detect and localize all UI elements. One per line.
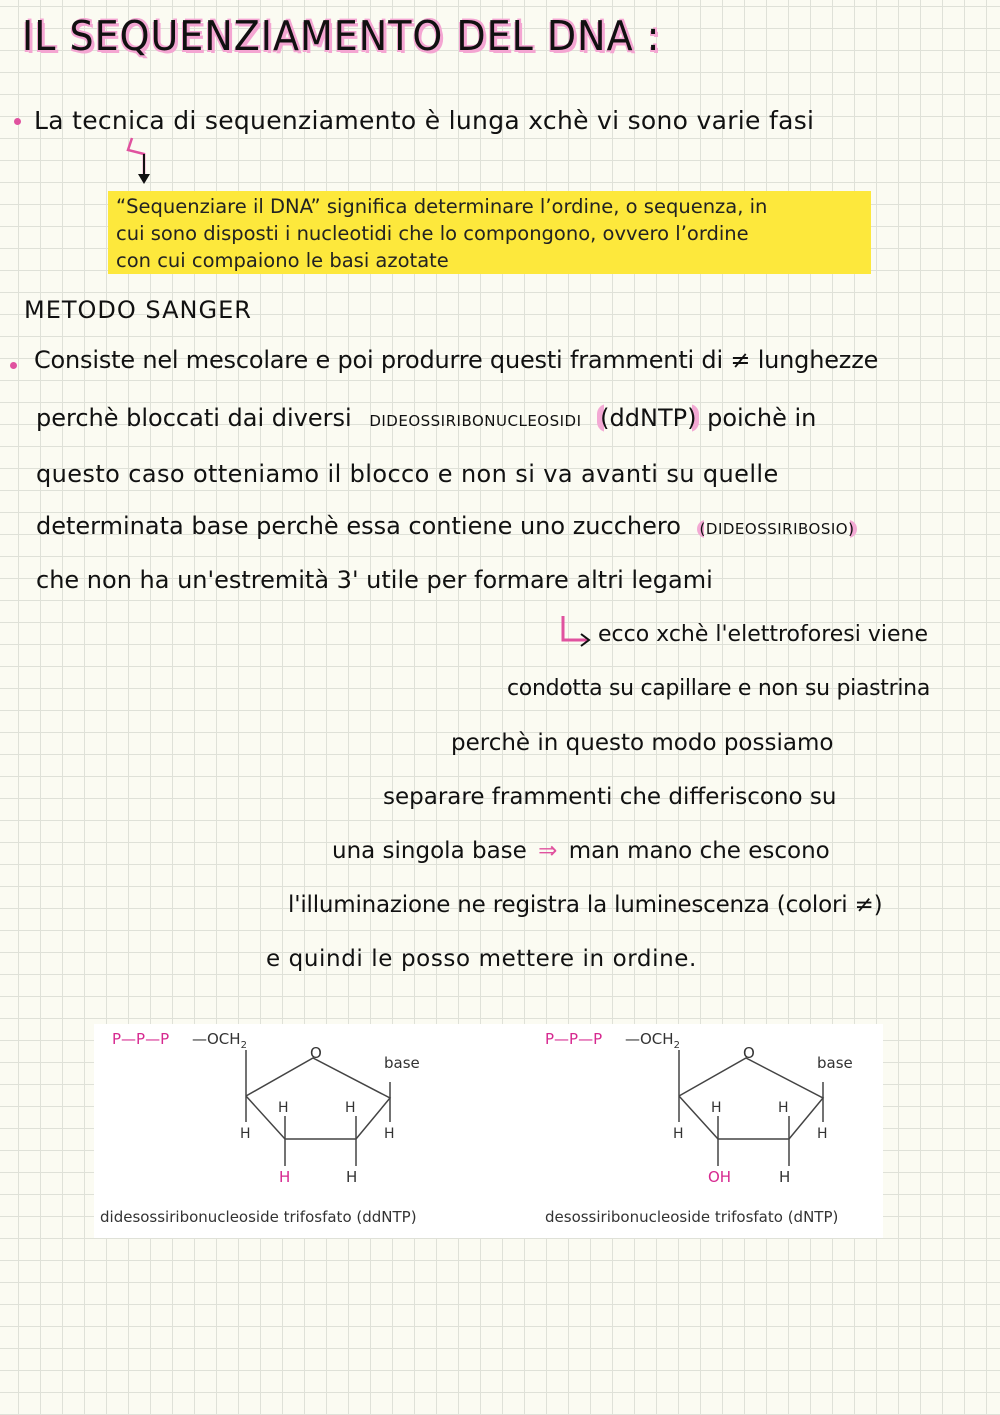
consequence-text: man mano che escono	[568, 838, 830, 864]
paragraph-line-1: Consiste nel mescolare e poi produrre questi frammenti di ≠ lunghezze	[34, 346, 879, 374]
phosphate-chain: P—P—P	[545, 1030, 603, 1048]
page-title: IL SEQUENZIAMENTO DEL DNA :	[22, 12, 661, 60]
och2-group: $—OCH_2$	[625, 1030, 680, 1051]
nucleotide-structures-figure	[94, 1024, 883, 1238]
arrow-down-icon	[120, 136, 160, 188]
h-atom: H	[240, 1126, 251, 1142]
paragraph-line-4	[36, 512, 857, 540]
bullet-dot	[14, 118, 21, 125]
base-label: base	[817, 1054, 853, 1072]
h-atom: H	[673, 1126, 684, 1142]
h-atom: H	[817, 1126, 828, 1142]
consequence-text: una singola base	[332, 838, 527, 864]
figure-caption: desossiribonucleoside trifosfato (dNTP)	[545, 1208, 839, 1226]
paragraph-line-5: che non ha un'estremità 3' utile per formare altri legami	[36, 566, 713, 594]
paragraph-text: poichè in	[707, 404, 817, 432]
h-atom: H	[711, 1100, 722, 1116]
figure-caption: didesossiribonucleoside trifosfato (ddNTP)	[100, 1208, 417, 1226]
h-atom: H	[779, 1168, 791, 1186]
paragraph-line-2	[36, 404, 816, 432]
hook-arrow-icon	[555, 612, 595, 648]
och2-group: $—OCH_2$	[192, 1030, 247, 1051]
consequence-line-4: separare frammenti che differiscono su	[383, 784, 837, 810]
paragraph-text: perchè bloccati dai diversi	[36, 404, 352, 432]
h-atom: H	[384, 1126, 395, 1142]
consequence-line-5	[332, 838, 830, 864]
h-atom-3prime: H	[279, 1168, 291, 1186]
consequence-line-1: ecco xchè l'elettroforesi viene	[598, 622, 929, 647]
phosphate-chain: P—P—P	[112, 1030, 170, 1048]
bullet-dot	[10, 362, 17, 369]
consequence-line-2: condotta su capillare e non su piastrina	[507, 676, 930, 701]
paragraph-line-3: questo caso otteniamo il blocco e non si va avanti su quelle	[36, 460, 779, 488]
arrow-right-icon: ⇒	[538, 838, 558, 864]
definition-line: con cui compaiono le basi azotate	[116, 249, 449, 272]
h-atom: H	[346, 1168, 358, 1186]
definition-line: cui sono disposti i nucleotidi che lo compongono, ovvero l’ordine	[116, 222, 749, 245]
h-atom: H	[345, 1100, 356, 1116]
term-dideossiribonucleosidi: DIDEOSSIRIBONUCLEOSIDI	[369, 412, 582, 430]
consequence-line-6: l'illuminazione ne registra la luminescenza (colori ≠)	[288, 892, 883, 918]
definition-box	[108, 191, 871, 274]
definition-line: “Sequenziare il DNA” significa determinare l’ordine, o sequenza, in	[116, 195, 768, 218]
base-label: base	[384, 1054, 420, 1072]
intro-line: La tecnica di sequenziamento è lunga xchè vi sono varie fasi	[34, 106, 815, 135]
term-dideossiribosio: (DIDEOSSIRIBOSIO)	[697, 520, 858, 538]
ddntp-structure	[100, 1030, 420, 1226]
h-atom: H	[278, 1100, 289, 1116]
paragraph-text: determinata base perchè essa contiene uno zucchero	[36, 512, 681, 540]
section-heading: METODO SANGER	[24, 296, 252, 324]
ring-oxygen: O	[743, 1044, 755, 1062]
consequence-line-7: e quindi le posso mettere in ordine.	[266, 946, 697, 972]
consequence-line-3: perchè in questo modo possiamo	[451, 730, 834, 756]
oh-group-3prime: OH	[708, 1168, 732, 1186]
dntp-structure	[545, 1030, 853, 1226]
term-ddntp: (ddNTP)	[597, 404, 699, 432]
ring-oxygen: O	[310, 1044, 322, 1062]
h-atom: H	[778, 1100, 789, 1116]
